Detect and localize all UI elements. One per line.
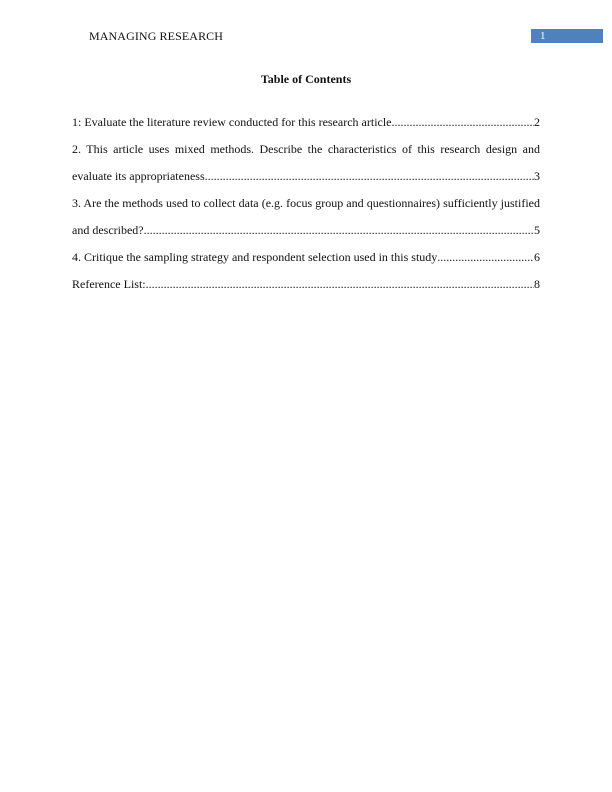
toc-entry-1[interactable] [72,109,540,136]
toc-entry-2[interactable] [72,136,540,190]
toc-entry-line [72,163,540,190]
toc-entry-title: 3. Are the methods used to collect data (e.g. focus group and questionnaires) sufficiently justified [72,196,540,210]
toc-entry-3[interactable] [72,190,540,244]
toc-dot-leader [144,217,534,244]
toc-entry-title: 2. This article uses mixed methods. Describe the characteristics of this research design and [72,142,540,156]
toc-entry-title-continued: and described? [72,223,144,237]
toc-entry-page: 2 [534,115,540,129]
toc-entry-page: 3 [534,169,540,183]
toc-entry-title-continued: evaluate its appropriateness [72,169,205,183]
toc-entry-line [72,244,540,271]
toc-entry-page: 5 [534,223,540,237]
toc-entry-line [72,109,540,136]
toc-heading: Table of Contents [260,72,352,86]
page-number-badge [531,29,603,43]
toc-entry-line [72,136,540,163]
toc-entry-title: 1: Evaluate the literature review conducted for this research article [72,115,392,129]
toc-entry-line [72,271,540,298]
toc-entry-title: Reference List: [72,277,146,291]
toc-entry-title: 4. Critique the sampling strategy and respondent selection used in this study [72,250,438,264]
toc-entry-line [72,217,540,244]
page-number: 1 [540,30,546,42]
toc-dot-leader [392,109,534,136]
toc-dot-leader [437,244,534,271]
table-of-contents [72,109,540,298]
toc-entry-page: 6 [534,250,540,264]
running-header-title: MANAGING RESEARCH [89,29,224,43]
toc-entry-4[interactable] [72,244,540,271]
toc-entry-page: 8 [534,277,540,291]
toc-entry-5[interactable] [72,271,540,298]
toc-dot-leader [146,271,534,298]
toc-entry-line [72,190,540,217]
toc-dot-leader [205,163,534,190]
